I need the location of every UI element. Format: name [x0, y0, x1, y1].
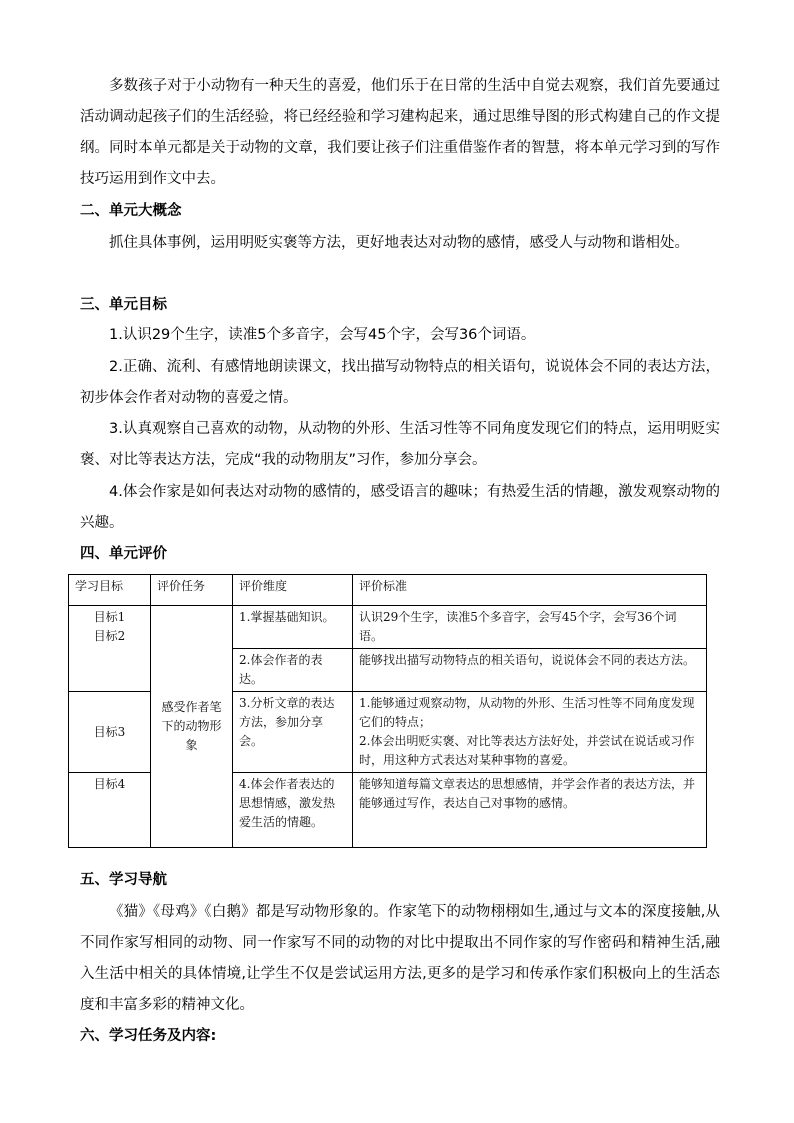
table-row — [69, 606, 707, 649]
standard-cell-4: 能够知道每篇文章表达的思想感情，并学会作者的表达方法，并能够通过写作，表达自己对事物的感情。 — [353, 773, 707, 848]
intro-paragraph: 多数孩子对于小动物有一种天生的喜爱，他们乐于在日常的生活中自觉去观察，我们首先要通过活动调动起孩子们的生活经验，将已经经验和学习建构起来，通过思维导图的形式构建自己的作文提纲。同时本单元都是关于动物的文章，我们要让孩子们注重借鉴作者的智慧，将本单元学习到的写作技巧运用到作文中去。 — [80, 78, 720, 187]
section6-heading: 六、学习任务及内容: — [80, 1028, 217, 1044]
standard-cell-3: 1.能够通过观察动物，从动物的外形、生活习性等不同角度发现它们的特点； 2.体会出明贬实褒、对比等表达方法好处，并尝试在说话或习作时，用这种方式表达对某种事物的喜爱。 — [353, 692, 707, 773]
task-text: 感受作者笔下的动物形象 — [161, 700, 222, 752]
goal-3: 3.认真观察自己喜欢的动物，从动物的外形、生活习性等不同角度发现它们的特点，运用明贬实褒、对比等表达方法，完成“我的动物朋友”习作，参加分享会。 — [80, 421, 720, 468]
header-goal: 学习目标 — [69, 575, 151, 606]
goal-1: 1.认识29个生字，读准5个多音字，会写45个字，会写36个词语。 — [109, 327, 536, 343]
section4-heading: 四、单元评价 — [80, 546, 167, 562]
section5-heading: 五、学习导航 — [80, 872, 167, 888]
goal-2: 2.正确、流利、有感情地朗读课文，找出描写动物特点的相关语句，说说体会不同的表达方法，初步体会作者对动物的喜爱之情。 — [80, 359, 720, 406]
goal-cell-3: 目标3 — [69, 692, 151, 773]
goal-cell-1-2: 目标1 目标2 — [69, 606, 151, 692]
table-header-row — [69, 575, 707, 606]
section3-heading: 三、单元目标 — [80, 297, 167, 313]
header-task: 评价任务 — [151, 575, 233, 606]
goal-4: 4.体会作家是如何表达对动物的感情的，感受语言的趣味；有热爱生活的情趣，激发观察动物的兴趣。 — [80, 484, 720, 531]
standard-cell-2: 能够找出描写动物特点的相关语句，说说体会不同的表达方法。 — [353, 649, 707, 692]
section2-heading: 二、单元大概念 — [80, 203, 182, 219]
standard-cell-1: 认识29个生字，读准5个多音字，会写45个字，会写36个词语。 — [353, 606, 707, 649]
goal-cell-4: 目标4 — [69, 773, 151, 848]
section2-text: 抓住具体事例，运用明贬实褒等方法，更好地表达对动物的感情，感受人与动物和谐相处。 — [109, 235, 689, 251]
task-cell — [151, 606, 233, 848]
section5-text: 《猫》《母鸡》《白鹅》都是写动物形象的。作家笔下的动物栩栩如生,通过与文本的深度接触,从不同作家写相同的动物、同一作家写不同的动物的对比中提取出不同作家的写作密码和精神生活,融入生活中相关的具体情境,让学生不仅是尝试运用方法,更多的是学习和传承作家们积极向上的生活态度和丰富多彩的精神文化。 — [80, 904, 720, 1013]
dimension-cell-1: 1.掌握基础知识。 — [233, 606, 353, 649]
dimension-cell-4: 4.体会作者表达的思想情感，激发热爱生活的情趣。 — [233, 773, 353, 848]
evaluation-table — [68, 574, 707, 848]
dimension-cell-2: 2.体会作者的表达。 — [233, 649, 353, 692]
dimension-cell-3: 3.分析文章的表达方法，参加分享会。 — [233, 692, 353, 773]
header-standard: 评价标准 — [353, 575, 707, 606]
header-dimension: 评价维度 — [233, 575, 353, 606]
